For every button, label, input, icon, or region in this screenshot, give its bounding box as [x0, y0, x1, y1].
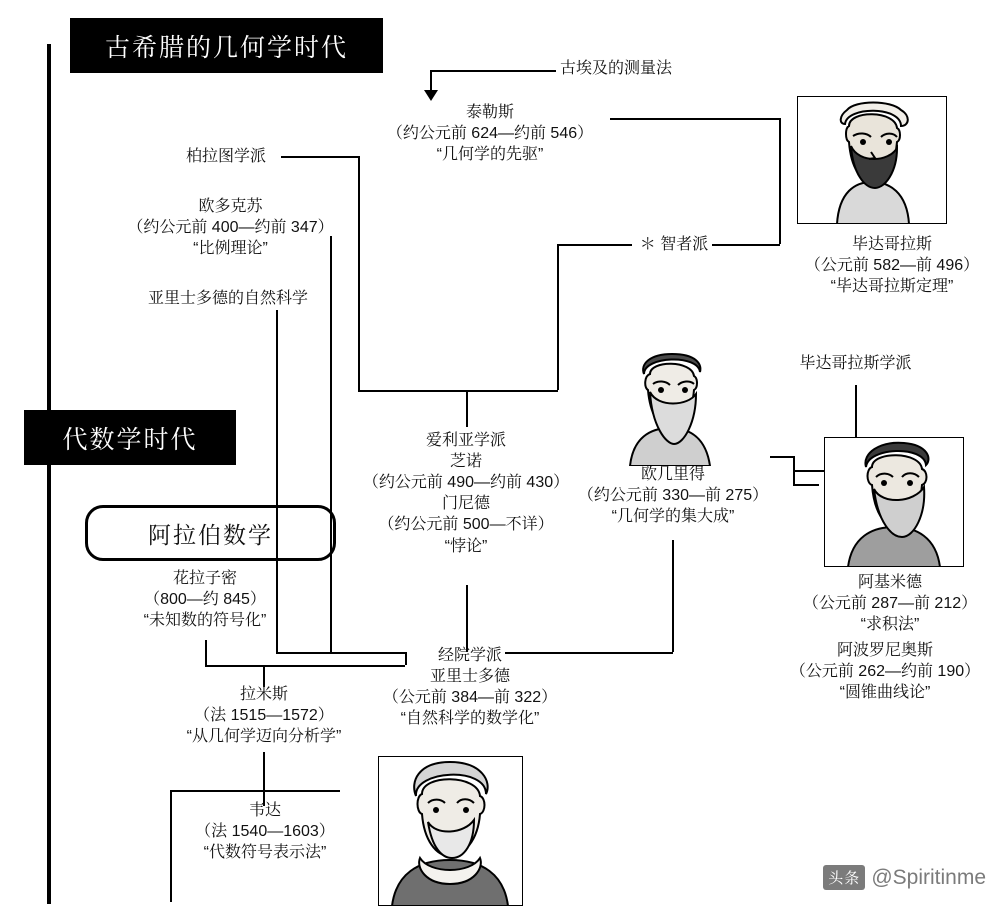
connector-eleatic-to-scholastic	[466, 585, 468, 652]
era-banner-algebra	[24, 410, 236, 465]
node-sophists: ＊ 智者派	[639, 236, 709, 253]
connector-euclid-out	[770, 456, 794, 458]
portrait-pythagoras	[797, 96, 947, 224]
era-label: 代数学时代	[62, 425, 198, 454]
node-scholasticism: 经院学派 亚里士多德 （公元前 384—前 322） “自然科学的数学化”	[382, 647, 558, 728]
arrow-down-thales	[424, 90, 438, 101]
boxed-node-arabic-math	[85, 505, 336, 561]
connector-sophists-to-pythagoras	[712, 244, 780, 246]
connector-eudoxus-down	[330, 236, 332, 652]
node-eudoxus: 欧多克苏 （约公元前 400—约前 347） “比例理论”	[127, 198, 334, 258]
connector-vieta-bus	[170, 790, 340, 792]
connector-eleatic-top-bus	[358, 390, 558, 392]
node-ancient-egypt-surveying: 古埃及的测量法	[560, 60, 673, 77]
watermark-logo: 头条	[823, 865, 865, 890]
connector-euclid-down	[672, 540, 674, 652]
portrait-vieta	[378, 756, 523, 906]
portrait-archimedes	[824, 437, 964, 567]
node-pythagoras: 毕达哥拉斯 （公元前 582—前 496） “毕达哥拉斯定理”	[804, 236, 980, 296]
node-plato-school: 柏拉图学派	[185, 148, 266, 165]
connector-thales-to-pythagoras-vert	[779, 118, 781, 244]
node-thales: 泰勒斯 （约公元前 624—约前 546） “几何学的先驱”	[386, 104, 594, 164]
connector-ramus-to-bus	[263, 752, 265, 790]
node-eleatic-school: 爱利亚学派 芝诺 （约公元前 490—约前 430） 门尼德 （约公元前 500—不详） “悖论”	[362, 432, 570, 555]
node-pythagorean-school: 毕达哥拉斯学派	[799, 355, 912, 372]
node-vieta: 韦达 （法 1540—1603） “代数符号表示法”	[195, 802, 335, 862]
boxed-node-label: 阿拉伯数学	[148, 521, 273, 548]
node-apollonius: 阿波罗尼奥斯 （公元前 262—约前 190） “圆锥曲线论”	[789, 642, 981, 702]
era-banner-greek-geometry	[70, 18, 383, 73]
node-aristotle-natural-science: 亚里士多德的自然科学	[147, 290, 308, 307]
connector-egypt-to-thales	[431, 70, 556, 72]
node-ramus: 拉米斯 （法 1515—1572） “从几何学迈向分析学”	[186, 686, 342, 746]
connector-plato-school-down	[358, 156, 360, 390]
spine-main-vertical	[47, 44, 51, 904]
connector-khwarizmi-down	[205, 640, 207, 665]
watermark-text: @Spiritinme	[871, 865, 986, 889]
connector-eleatic-down	[466, 390, 468, 427]
node-al-khwarizmi: 花拉子密 （800—约 845） “未知数的符号化”	[143, 570, 267, 630]
connector-euclid-side	[793, 456, 795, 484]
node-euclid: 欧几里得 （约公元前 330—前 275） “几何学的集大成”	[577, 466, 769, 526]
portrait-euclid	[600, 348, 740, 466]
node-archimedes: 阿基米德 （公元前 287—前 212） “求积法”	[802, 574, 978, 634]
connector-sophists-left	[557, 244, 632, 246]
connector-thales-to-pythagoras-top	[610, 118, 780, 120]
connector-sophists-down	[557, 244, 559, 390]
connector-plato-school-right	[281, 156, 359, 158]
era-label: 古希腊的几何学时代	[104, 33, 348, 62]
watermark	[823, 865, 986, 890]
connector-archimedes-in	[793, 484, 819, 486]
